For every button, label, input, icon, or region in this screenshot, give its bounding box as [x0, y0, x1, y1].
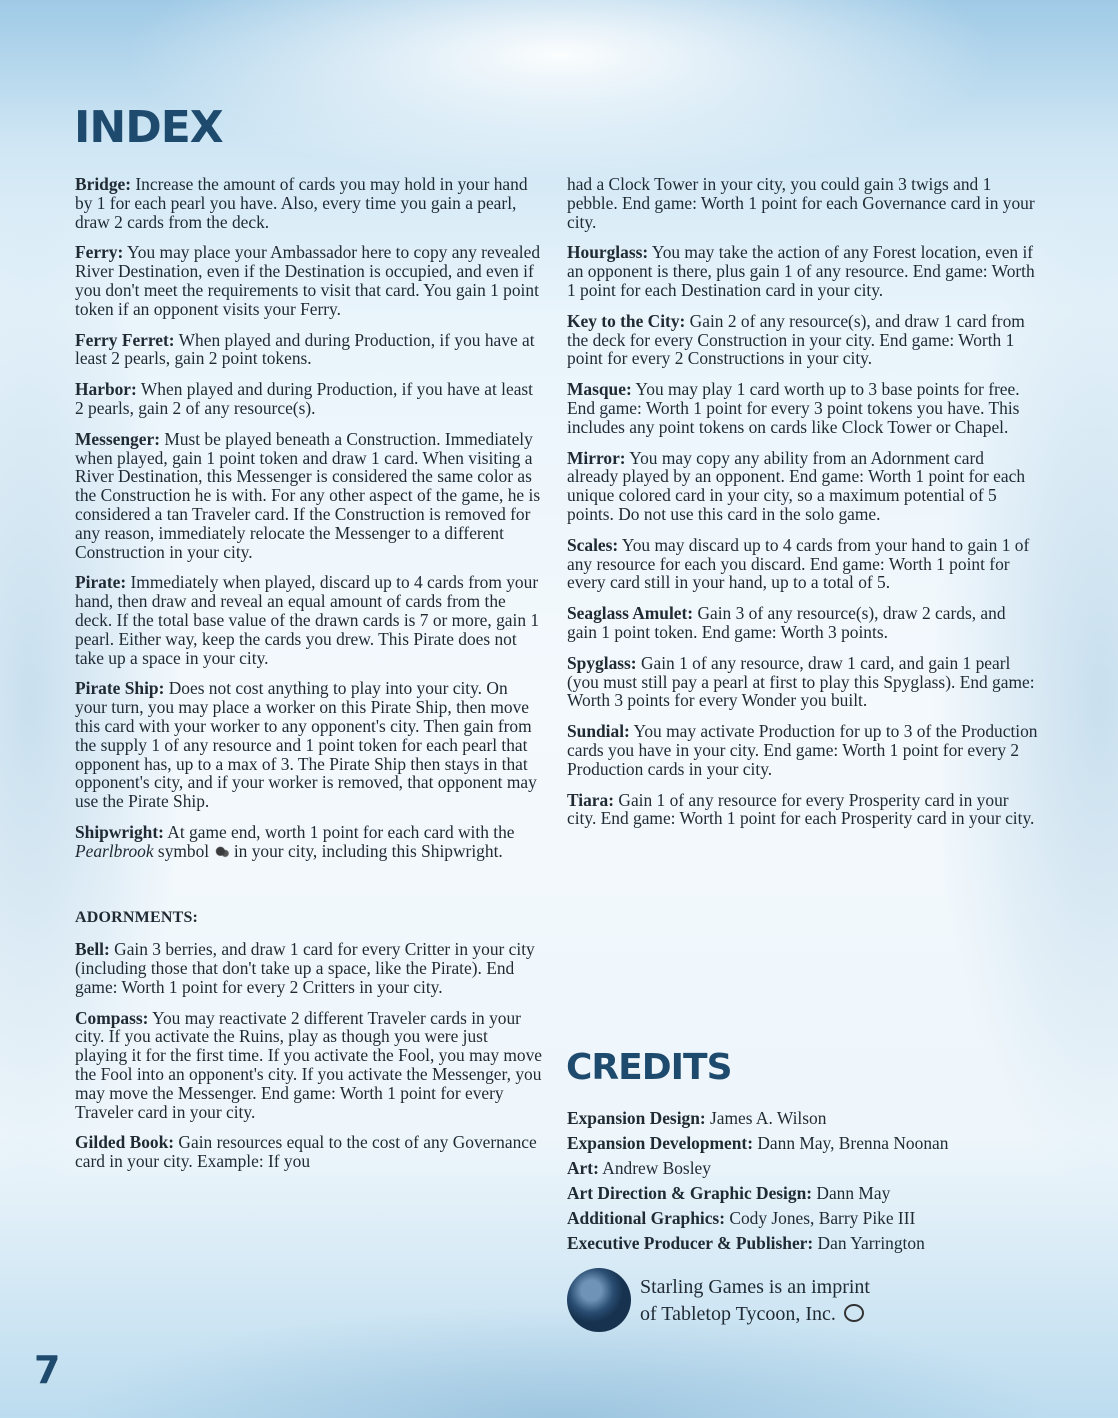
- credit-role: Executive Producer & Publisher:: [567, 1233, 814, 1253]
- entry-text: Increase the amount of cards you may hold in your hand by 1 for each pearl you have. Also, every time you gain a pearl, draw 2 cards from the deck.: [75, 174, 528, 232]
- entry-term: Scales:: [567, 534, 619, 555]
- entry-term: Compass:: [75, 1007, 149, 1028]
- entry-text: Must be played beneath a Construction. Immediately when played, gain 1 point token and draw 1 card. When visiting a River Destination, this Messenger is considered the same color as the Construction he is with. For any other aspect of the game, he is considered a tan Traveler card. If the Construction is removed for any reason, immediately relocate the Messenger to a different Construction in your city.: [75, 428, 541, 562]
- entry-text: You may play 1 card worth up to 3 base points for free. End game: Worth 1 point for every 3 point tokens you have. This includes any point tokens on cards like Clock Tower or Chapel.: [567, 379, 1020, 437]
- credit-names: Dann May, Brenna Noonan: [753, 1133, 949, 1153]
- entry-term: Spyglass:: [567, 652, 637, 673]
- starling-logo: [567, 1268, 631, 1332]
- entry-text: Does not cost anything to play into your city. On your turn, you may place a worker on this Pirate Ship, then move this card with your worker to any opponent's city. Then gain from the supply 1 of any resource and 1 point token for each pearl that opponent has, up to a max of 3. The Pirate Ship then stays in that opponent's city, and if your worker is removed, that opponent may use the Pirate Ship.: [75, 678, 537, 812]
- credits-list: [567, 1106, 1047, 1256]
- entry-text: Gain resources equal to the cost of any Governance card in your city. Example: If you: [75, 1132, 537, 1172]
- pearlbrook-symbol-icon: [214, 845, 230, 859]
- entry-term: Bridge:: [75, 174, 132, 194]
- tabletop-tycoon-icon: [844, 1304, 864, 1322]
- entry-continuation: had a Clock Tower in your city, you could gain 3 twigs and 1 pebble. End game: Worth 1 point for each Governance card in your city.: [567, 174, 1035, 232]
- entry-text: You may take the action of any Forest location, even if an opponent is there, plus gain 1 of any resource. End game: Worth 1 point for each Destination card in your city.: [567, 242, 1035, 300]
- credit-line: [567, 1156, 1047, 1181]
- entry-term: Harbor:: [75, 379, 137, 400]
- entry-text: Gain 3 berries, and draw 1 card for every Critter in your city (including those that don't take up a space, like the Pirate). End game: Worth 1 point for every 2 Critters in your city.: [75, 939, 535, 997]
- index-entry: [567, 604, 1039, 642]
- credit-names: Andrew Bosley: [598, 1158, 711, 1178]
- imprint-line-2-wrap: [640, 1301, 870, 1328]
- imprint-line-2: of Tabletop Tycoon, Inc.: [640, 1303, 836, 1325]
- entry-text: Gain 3 of any resource(s), draw 2 cards, and gain 1 point token. End game: Worth 3 points.: [567, 603, 1006, 642]
- entry-text: You may reactivate 2 different Traveler cards in your city. If you activate the Ruins, play as though you were just playing it for the first time. If you activate the Fool, you may move the Fool into an opponent's city. If you activate the Messenger, you may move the Messenger. End game: Worth 1 point for every Traveler card in your city.: [75, 1007, 543, 1122]
- credit-line: [567, 1131, 1047, 1156]
- index-entry: [75, 940, 543, 996]
- index-entry: [567, 243, 1039, 299]
- credit-line: [567, 1206, 1047, 1231]
- credit-role: Expansion Design:: [567, 1108, 706, 1128]
- entry-term: Masque:: [567, 379, 632, 400]
- entry-term: Shipwright:: [75, 821, 164, 842]
- index-entry: [75, 243, 543, 318]
- index-entry: [75, 1133, 543, 1171]
- entry-text: You may discard up to 4 cards from your hand to gain 1 of any resource for each you discard. End game: Worth 1 point for every card still in your hand, up to a total of 5.: [567, 534, 1030, 593]
- credit-line: [567, 1181, 1047, 1206]
- entry-term: Tiara:: [567, 789, 615, 810]
- entry-text: When played and during Production, if you have at least 2 pearls, gain 2 point tokens.: [75, 329, 535, 369]
- index-entry: [75, 175, 543, 231]
- entry-term: Pirate Ship:: [75, 678, 165, 699]
- index-entry: [567, 380, 1039, 436]
- imprint-block: [567, 1268, 1047, 1336]
- page-number: 7: [34, 1348, 61, 1392]
- index-entry: [567, 536, 1039, 592]
- credits-heading: CREDITS: [566, 1047, 732, 1088]
- credit-names: James A. Wilson: [705, 1108, 827, 1128]
- index-entry-shipwright: [75, 823, 543, 861]
- credit-role: Art:: [567, 1158, 599, 1178]
- index-entry: [75, 380, 543, 418]
- entry-term: Hourglass:: [567, 242, 649, 263]
- entry-text: in your city, including this Shipwright.: [229, 840, 503, 861]
- entry-term: Ferry:: [75, 242, 124, 263]
- imprint-line-1: Starling Games is an imprint: [640, 1276, 870, 1298]
- entry-term: Seaglass Amulet:: [567, 603, 694, 624]
- entry-term: Ferry Ferret:: [75, 329, 175, 350]
- index-heading: INDEX: [74, 102, 223, 153]
- entry-text: You may copy any ability from an Adornment card already played by an opponent. End game: Worth 1 point for each unique colored card in your city, so a maximum potential of 5 points. Do not use this card in the solo game.: [567, 447, 1026, 524]
- index-entry: [75, 1009, 543, 1122]
- credit-names: Dan Yarrington: [813, 1233, 925, 1253]
- entry-text: Immediately when played, discard up to 4 cards from your hand, then draw and reveal an equal amount of cards from the deck. If the total base value of the drawn cards is 7 or more, gain 1 pearl. Either way, keep the cards you drew. This Pirate does not take up a space in your city.: [75, 572, 540, 668]
- credit-role: Expansion Development:: [567, 1133, 753, 1153]
- entry-text: Gain 1 of any resource for every Prosperity card in your city. End game: Worth 1 point for each Prosperity card in your city.: [567, 789, 1035, 829]
- adornments-label: ADORNMENTS:: [75, 908, 199, 926]
- credit-line: [567, 1106, 1047, 1131]
- entry-term: Bell:: [75, 939, 110, 960]
- index-entry: [567, 791, 1039, 829]
- credit-line: [567, 1231, 1047, 1256]
- credit-names: Cody Jones, Barry Pike III: [725, 1208, 916, 1228]
- index-entry: [75, 331, 543, 369]
- imprint-text: [640, 1274, 870, 1328]
- index-entry: [567, 449, 1039, 524]
- entry-text: symbol: [153, 840, 214, 861]
- index-column-right: [567, 175, 1039, 840]
- entry-term: Mirror:: [567, 447, 626, 468]
- entry-text: You may activate Production for up to 3 of the Production cards you have in your city. End game: Worth 1 point for every 2 Production cards in your city.: [567, 721, 1038, 779]
- index-entry: [567, 654, 1039, 710]
- index-entry: [567, 312, 1039, 368]
- index-column-left: [75, 175, 543, 1183]
- entry-term: Sundial:: [567, 721, 630, 742]
- entry-term: Key to the City:: [567, 310, 686, 331]
- entry-text: You may place your Ambassador here to copy any revealed River Destination, even if the Destination is occupied, and even if you don't meet the requirements to visit that card. You gain 1 point token if an opponent visits your Ferry.: [75, 242, 541, 319]
- entry-text: Gain 1 of any resource, draw 1 card, and gain 1 pearl (you must still pay a pearl at first to play this Spyglass). End game: Worth 3 points for every Wonder you built.: [567, 652, 1035, 711]
- entry-text: Gain 2 of any resource(s), and draw 1 card from the deck for every Construction in your city. End game: Worth 1 point for every 2 Constructions in your city.: [567, 310, 1025, 369]
- index-entry: [75, 679, 543, 811]
- entry-text: When played and during Production, if you have at least 2 pearls, gain 2 of any resource(s).: [75, 379, 534, 418]
- index-entry: [567, 722, 1039, 778]
- entry-text: At game end, worth 1 point for each card with the: [163, 821, 515, 842]
- entry-term: Pirate:: [75, 572, 127, 593]
- credit-names: Dann May: [812, 1183, 891, 1203]
- pearlbrook-word: Pearlbrook: [75, 840, 154, 861]
- credit-role: Additional Graphics:: [567, 1208, 725, 1228]
- index-entry: [75, 573, 543, 667]
- index-entry: [75, 430, 543, 562]
- entry-term: Messenger:: [75, 428, 160, 449]
- credit-role: Art Direction & Graphic Design:: [567, 1183, 813, 1203]
- entry-term: Gilded Book:: [75, 1132, 175, 1153]
